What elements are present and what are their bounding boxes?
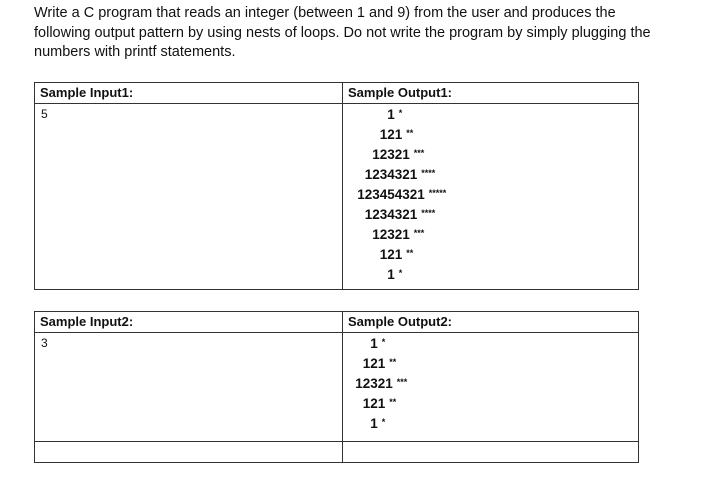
output-stars: * xyxy=(398,108,403,118)
output-number: 12321 xyxy=(372,147,410,162)
output-line xyxy=(380,123,414,145)
sample-table-2 xyxy=(34,311,639,463)
output-stars: *** xyxy=(413,148,425,158)
sample-input-1-header: Sample Input1: xyxy=(35,83,343,104)
output-number: 1 xyxy=(370,336,378,351)
output-number: 121 xyxy=(379,247,403,262)
output-number: 12321 xyxy=(372,227,410,242)
sample-output-2-header: Sample Output2: xyxy=(343,312,639,333)
sample-input-1-value: 5 xyxy=(35,104,343,290)
output-number: 121 xyxy=(379,127,403,142)
sample-output-1-header: Sample Output1: xyxy=(343,83,639,104)
output-stars: **** xyxy=(421,168,436,178)
output-line xyxy=(370,412,385,434)
output-stars: ***** xyxy=(428,188,447,198)
output-stars: ** xyxy=(389,397,397,407)
output-stars: ** xyxy=(406,128,414,138)
output-stars: * xyxy=(381,337,386,347)
sample-input-2-value: 3 xyxy=(35,333,343,442)
output-stars: * xyxy=(381,417,386,427)
output-line xyxy=(387,103,402,125)
output-line xyxy=(365,203,436,225)
output-line xyxy=(372,223,424,245)
output-number: 123454321 xyxy=(357,187,425,202)
output-line xyxy=(370,332,385,354)
output-number: 1 xyxy=(387,107,395,122)
output-number: 1234321 xyxy=(364,207,418,222)
problem-statement: Write a C program that reads an integer (between 1 and 9) from the user and produces the following output pattern by using nests of loops. Do not write the program by simply plugging the numbers with printf statements. xyxy=(34,5,651,60)
output-number: 12321 xyxy=(355,376,393,391)
output-number: 121 xyxy=(362,356,386,371)
output-stars: *** xyxy=(413,228,425,238)
sample-output-2 xyxy=(343,333,639,442)
output-stars: ** xyxy=(406,248,414,258)
output-stars: *** xyxy=(396,377,408,387)
output-line xyxy=(363,352,397,374)
sample-output-1 xyxy=(343,104,639,290)
output-line xyxy=(387,263,402,285)
output-stars: * xyxy=(398,268,403,278)
output-line xyxy=(363,392,397,414)
empty-cell xyxy=(343,442,639,463)
output-line xyxy=(372,143,424,165)
output-stars: ** xyxy=(389,357,397,367)
output-number: 121 xyxy=(362,396,386,411)
empty-cell xyxy=(35,442,343,463)
output-line xyxy=(380,243,414,265)
output-number: 1 xyxy=(387,267,395,282)
output-number: 1 xyxy=(370,416,378,431)
sample-input-2-header: Sample Input2: xyxy=(35,312,343,333)
output-line xyxy=(355,372,407,394)
output-line xyxy=(365,163,436,185)
output-line xyxy=(357,183,446,205)
output-number: 1234321 xyxy=(364,167,418,182)
output-stars: **** xyxy=(421,208,436,218)
sample-table-1 xyxy=(34,82,639,290)
